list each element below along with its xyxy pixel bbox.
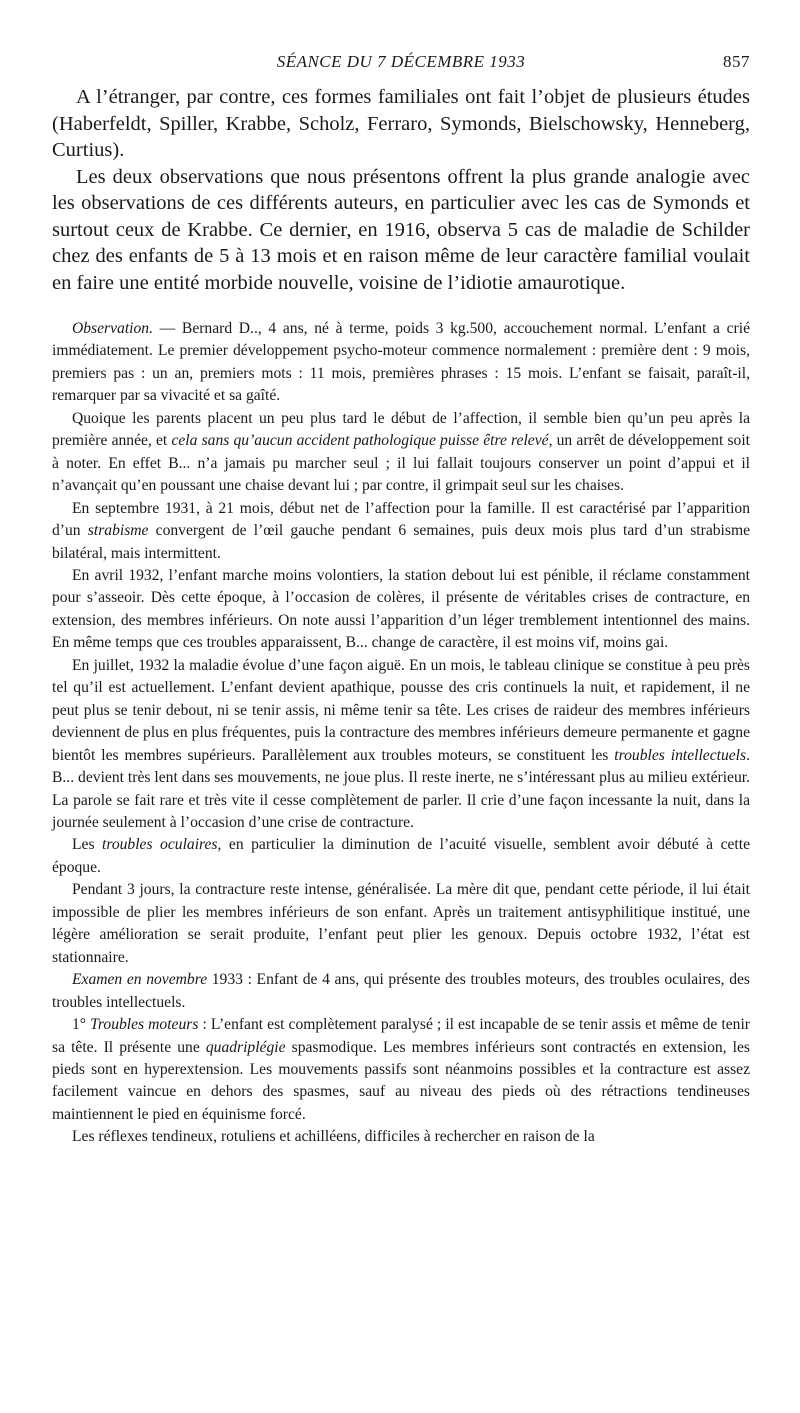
italic-phrase: Troubles moteurs — [90, 1016, 199, 1034]
observation-heading: Observation. — [72, 320, 153, 337]
paragraph-text: 1° — [72, 1016, 91, 1034]
observation-paragraph — [52, 969, 750, 1014]
paragraph-text: Les réflexes tendineux, rotuliens et achilléens, difficiles à rechercher en raison de la — [72, 1128, 595, 1146]
observation-paragraph — [52, 655, 750, 835]
italic-phrase: Examen en novembre — [72, 971, 208, 989]
paragraph-text: , en particulier la diminution de l’acuité visuelle, semblent avoir débuté à cette époque. — [52, 836, 750, 876]
paragraph-text: Les deux observations que nous présentons offrent la plus grande analogie avec les observations de ces différents auteurs, en particulier avec les cas de Symonds et surtout ceux de Krabbe. Ce dernier, en 1916, observa 5 cas de maladie de Schilder chez des enfants de 5 à 13 mois et en raison même de leur caractère familial voulait en faire une entité morbide nouvelle, voisine de l’idiotie amaurotique. — [52, 165, 750, 294]
paragraph-text: : L’enfant est complètement paralysé ; il est incapable de se tenir assis et même de tenir sa tête. Il présente une — [52, 1016, 750, 1056]
paragraph-text: spasmodique. Les membres inférieurs sont contractés en extension, les pieds sont en hyperextension. Les mouvements passifs sont néanmoins possibles et la contracture est assez facilement vaincue en dehors des spasmes, sauf au niveau des pieds où des rétractions tendineuses maintiennent le pied en équinisme forcé. — [52, 1038, 750, 1123]
observation-paragraph — [52, 1014, 750, 1126]
paragraph-text: — Bernard D.., 4 ans, né à terme, poids 3 kg.500, accouchement normal. L’enfant a crié immédiatement. Le premier développement psycho-moteur commence normalement : première dent : 9 mois, premiers pas : un an, premiers mots : 11 mois, premières phrases : 15 mois. L’enfant se faisait, paraît-il, remarquer par sa vivacité et sa gaîté. — [52, 320, 750, 405]
page-number: 857 — [723, 52, 750, 71]
intro-paragraph — [52, 164, 750, 297]
italic-phrase: quadriplégie — [205, 1038, 286, 1056]
italic-phrase: troubles intellectuels — [614, 746, 747, 764]
italic-phrase: strabisme — [87, 522, 149, 540]
italic-phrase: troubles oculaires — [102, 836, 218, 854]
paragraph-text: En septembre 1931, à 21 mois, début net de l’affection pour la famille. Il est caractérisé par l’apparition d’un — [52, 499, 750, 540]
running-title: SÉANCE DU 7 DÉCEMBRE 1933 — [276, 52, 526, 71]
paragraph-text: Quoique les parents placent un peu plus tard le début de l’affection, il semble bien qu’un peu après la première année, et — [52, 409, 750, 450]
observation-section — [52, 318, 750, 1149]
observation-paragraph — [52, 879, 750, 969]
observation-paragraph — [52, 318, 750, 408]
paragraph-text: En avril 1932, l’enfant marche moins volontiers, la station debout lui est pénible, il réclame constamment pour s’asseoir. Dès cette époque, à l’occasion de colères, il présente de véritables crises de contracture, en extension, des membres inférieurs. On note aussi l’apparition d’un léger tremblement intentionnel des mains. En même temps que ces troubles apparaissent, B... change de caractère, il est moins vif, moins gai. — [52, 566, 750, 652]
paragraph-text: En juillet, 1932 la maladie évolue d’une façon aiguë. En un mois, le tableau clinique se constitue à peu près tel qu’il est actuellement. L’enfant devient apathique, pousse des cris continuels la nuit, et rapidement, il ne peut plus se tenir debout, ni se tenir assis, ni même tenir sa tête. Les crises de raideur des membres inférieurs deviennent de plus en plus fréquentes, puis la contracture des membres inférieurs demeure permanente et gagne bientôt les membres supérieurs. Parallèlement aux troubles moteurs, se constituent les — [52, 656, 750, 764]
observation-paragraph — [52, 1126, 750, 1148]
paragraph-text: Les — [72, 836, 103, 854]
observation-paragraph — [52, 834, 750, 879]
document-page — [52, 48, 750, 1149]
paragraph-text: . B... devient très lent dans ses mouvements, ne joue plus. Il reste inerte, ne s’intéressant plus au milieu extérieur. La parole se fait rare et très vite il cesse complètement de parler. Il crie d’une façon incessante la nuit, dans la journée seulement à l’occasion d’une crise de contracture. — [52, 746, 750, 831]
running-header — [52, 48, 750, 78]
paragraph-text: Pendant 3 jours, la contracture reste intense, généralisée. La mère dit que, pendant cette période, il lui était impossible de plier les membres inférieurs de son enfant. Après un traitement antisyphilitique institué, une légère amélioration se serait produite, l’enfant peut plier les genoux. Depuis octobre 1932, l’état est stationnaire. — [52, 881, 750, 966]
observation-paragraph — [52, 408, 750, 498]
observation-paragraph — [52, 565, 750, 655]
observation-paragraph — [52, 498, 750, 565]
intro-section — [52, 84, 750, 296]
intro-paragraph — [52, 84, 750, 164]
paragraph-text: , un arrêt de développement soit à noter. En effet B... n’a jamais pu marcher seul ; il lui fallait toujours conserver un point d’appui et il n’avançait qu’en poussant une chaise devant lui ; par contre, il grimpait seul sur les chaises. — [52, 432, 751, 495]
paragraph-text: A l’étranger, par contre, ces formes familiales ont fait l’objet de plusieurs études (Haberfeldt, Spiller, Krabbe, Scholz, Ferraro, Symonds, Bielschowsky, Henneberg, Curtius). — [52, 86, 750, 161]
paragraph-text: 1933 : Enfant de 4 ans, qui présente des troubles moteurs, des troubles oculaires, des troubles intellectuels. — [52, 971, 750, 1011]
italic-phrase: cela sans qu’aucun accident pathologique puisse être relevé — [171, 432, 549, 450]
paragraph-text: convergent de l’œil gauche pendant 6 semaines, puis deux mois plus tard d’un strabisme bilatéral, mais intermittent. — [52, 522, 750, 562]
